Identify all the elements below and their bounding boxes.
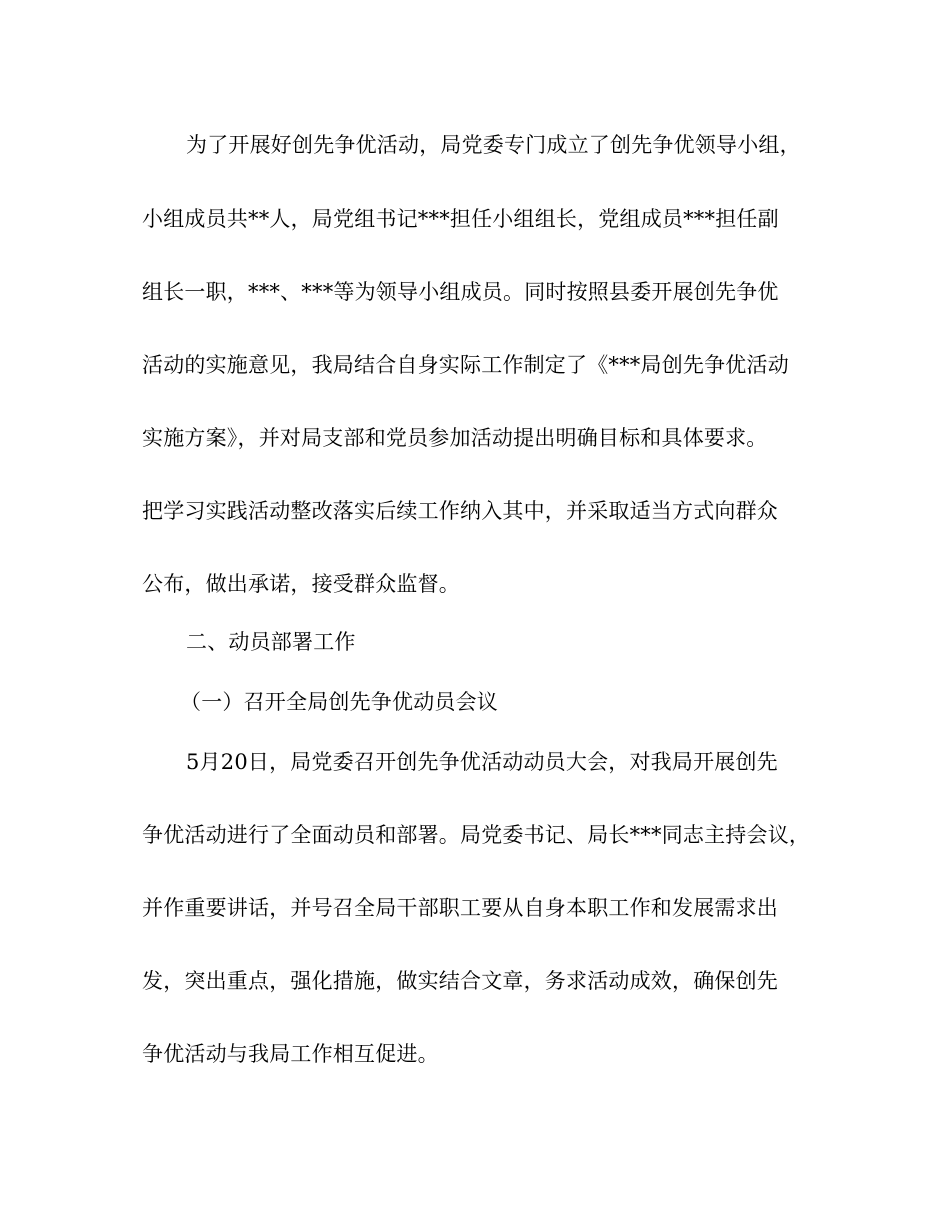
section-heading: 二、动员部署工作	[186, 630, 356, 654]
paragraph-1-line-5: 实施方案》，并对局支部和党员参加活动提出明确目标和具体要求。	[142, 426, 768, 450]
paragraph-1-line-6: 把学习实践活动整改落实后续工作纳入其中，并采取适当方式向群众	[142, 499, 778, 523]
paragraph-2-line-3: 并作重要讲话，并号召全局干部职工要从自身本职工作和发展需求出	[142, 896, 778, 920]
paragraph-1-line-1: 为了开展好创先争优活动，局党委专门成立了创先争优领导小组，	[186, 133, 801, 157]
paragraph-1-line-7: 公布，做出承诺，接受群众监督。	[142, 572, 460, 596]
paragraph-1-line-2: 小组成员共**人，局党组书记***担任小组组长，党组成员***担任副	[142, 207, 779, 231]
paragraph-1-line-3: 组长一职，***、***等为领导小组成员。同时按照县委开展创先争优	[142, 280, 779, 304]
paragraph-2-line-5: 争优活动与我局工作相互促进。	[142, 1042, 439, 1066]
paragraph-2-line-2: 争优活动进行了全面动员和部署。局党委书记、局长***同志主持会议，	[142, 823, 811, 847]
paragraph-2-line-4: 发，突出重点，强化措施，做实结合文章，务求活动成效，确保创先	[142, 969, 778, 993]
paragraph-2-line-1: 5月20日，局党委召开创先争优活动动员大会，对我局开展创先	[186, 750, 778, 774]
subsection-heading: （一）召开全局创先争优动员会议	[180, 690, 498, 714]
paragraph-1-line-4: 活动的实施意见，我局结合自身实际工作制定了《***局创先争优活动	[142, 353, 789, 377]
